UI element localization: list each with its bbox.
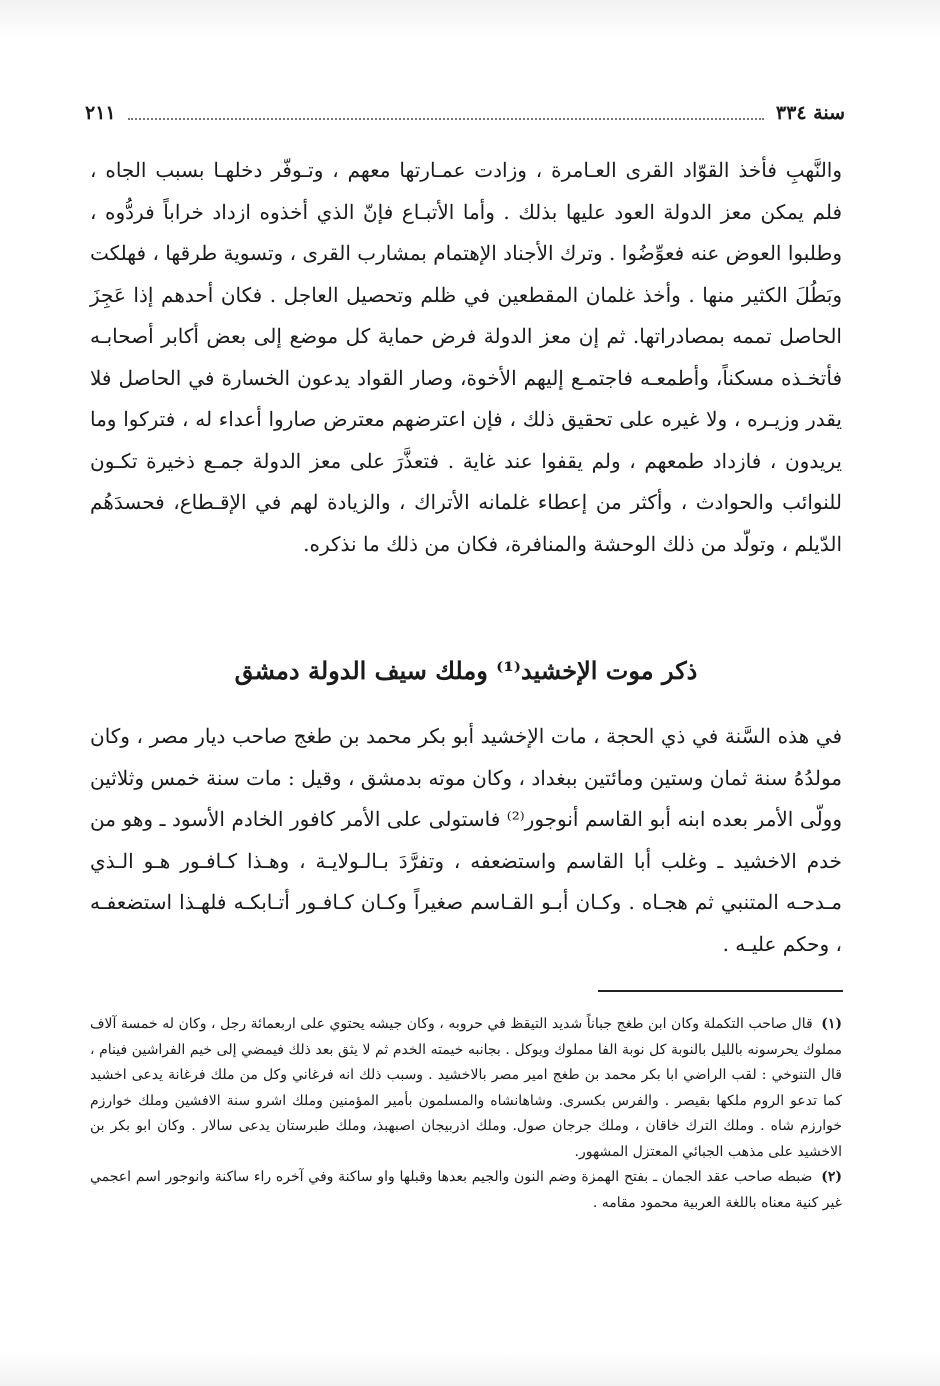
page-number: ٢١١: [85, 102, 116, 124]
footnote-number: (١): [821, 1016, 842, 1032]
section-paragraph: في هذه السَّنة في ذي الحجة ، مات الإخشيد أبو بكر محمد بن طغج صاحب ديار مصر ، وكان مولدُهُ سنة ثمان وستين ومائتين ببغداد ، وكان موته بدمشق ، وقيل : مات سنة خمس وثلاثين وولّى الأمر بعده ابنه أبو القاسم أنوجور⁽²⁾ فاستولى على الأمر كافور الخادم الأسود ـ وهو من خدم الاخشيد ـ وغلب أبا القاسم واستضعفه ، وتفرَّدَ بـالـولايـة ، وهـذا كـافـور هـو الـذي مـدحـه المتنبي ثم هجـاه . وكـان أبـو القـاسم صغيراً وكـان كـافـور أتـابكـه فلهـذا استضعفـه ، وحكم عليـه .: [90, 724, 842, 956]
footnote-text: قال صاحب التكملة وكان ابن طغج جباناً شديد التيقظ في حروبه ، وكان جيشه يحتوي على اربعمائة رجل ، وكان له خمسة آلاف مملوك يحرسونه بالليل بالنوبة كل نوبة الفا مملوك ويوكل . بجانبه خيمته الخدم ثم لا يثق بعد ذلك فيمضي إلى خيم الفراشين فينام ، قال التنوخي : لقب الراضي ابا بكر محمد بن طغج امير مصر بالاخشيد . وسبب ذلك انه فرغاني وكل من ملك فرغانة يدعى اخشيد كما تدعو الروم ملكها بقيصر . والفرس بكسرى. وشاهانشاه والمسلمون بأمير المؤمنين وملك اشرو سنة الافشين وملك خوارزم خوارزم شاه . وملك الترك خاقان ، وملك جرجان صول. وملك اذربيجان اصبهبذ، وملك طبرستان يدعى سالار . وكان ابو بكر بن الاخشيد على مذهب الجبائي المعتزل المشهور.: [90, 1016, 842, 1160]
footnotes: [90, 1012, 842, 1216]
page-header: [85, 98, 845, 128]
main-paragraph: والنَّهبِ فأخذ القوّاد القرى العـامرة ، وزادت عمـارتها معهم ، وتـوفّر دخلهـا بسبب الجاه ، فلم يمكن معز الدولة العود عليها بذلك . وأما الأتبـاع فإنّ الذي أخذوه ازداد خراباً فردُّوه ، وطلبوا العوض عنه فعوِّضُوا . وترك الأجناد الإهتمام بمشارب القرى ، وتسوية طرقها ، فهلكت وبَطُلَ الكثير منها . وأخذ غلمان المقطعين في ظلم وتحصيل العاجل . فكان أحدهم إذا عَجِزَ الحاصل تممه بمصادراتها. ثم إن معز الدولة فرض حماية كل موضع إلى بعض أكابر أصحابـه فأتخـذه مسكناً، وأطمعـه فاجتمـع إليهم الأخوة، وصار القواد يدعون الخسارة في الحاصل فلا يقدر وزيـره ، ولا غيره على تحقيق ذلك ، فإن اعترضهم معترض صاروا أعداء له ، فتركوا وما يريدون ، فازداد طمعهم ، ولم يقفوا عند غاية . فتعذَّرَ على معز الدولة جمـع ذخيرة تكـون للنوائب والحوادث ، وأكثر من إعطاء غلمانه الأتراك ، والزيادة لهم في الإقـطاع، فحسدَهُم الدّيلم ، وتولّد من ذلك الوحشة والمنافرة، فكان من ذلك ما نذكره.: [90, 158, 843, 556]
footnote-text: ضبطه صاحب عقد الجمان ـ بفتح الهمزة وضم النون والجيم بعدها وقبلها واو ساكنة وفي آخره راء ساكنة وانوجور اسم اعجمي غير كنية معناه باللغة العربية محمود مقامه .: [90, 1169, 842, 1211]
header-dotted-leader: [128, 118, 764, 120]
section-title: ذكر موت الإخشيد⁽¹⁾ وملك سيف الدولة دمشق: [234, 656, 698, 685]
footnote-2: [90, 1165, 842, 1216]
running-title: سنة ٣٣٤: [775, 102, 845, 124]
footnote-1: [90, 1012, 842, 1165]
footnote-number: (٢): [821, 1169, 842, 1185]
footnote-separator: [598, 990, 843, 992]
